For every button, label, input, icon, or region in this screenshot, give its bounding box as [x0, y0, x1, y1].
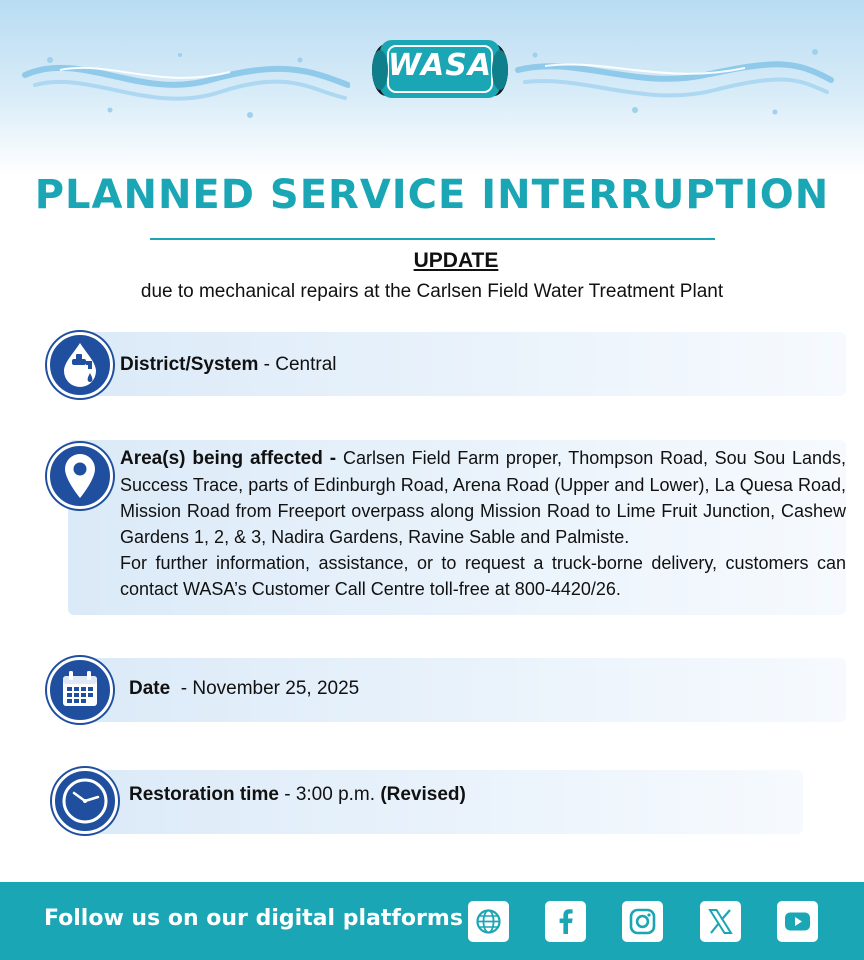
areas-value: Carlsen Field Farm proper, Thompson Road, Sou Sou Lands, Success Trace, parts of Edinburgh Road, Arena Road (Upper and Lower), La Quesa Road, Mission Road from Freeport overpass along Mission Road to Lime Fruit Junction, Cashew Gardens 1, 2, & 3, Nadira Gardens, Ravine Sable and Palmiste. [120, 448, 846, 547]
district-label: District/System [120, 354, 259, 375]
restoration-row [129, 782, 466, 808]
location-pin-icon [50, 446, 110, 506]
facebook-link[interactable] [545, 901, 586, 942]
clock-icon [55, 771, 115, 831]
water-tap-icon [50, 335, 110, 395]
page-title: PLANNED SERVICE INTERRUPTION [34, 172, 830, 218]
instagram-icon [622, 901, 663, 942]
water-splash-right-decoration [515, 30, 835, 130]
areas-note: For further information, assistance, or to request a truck-borne delivery, customers can contact WASA’s Customer Call Centre toll-free at 800-4420/26. [120, 553, 846, 599]
website-link[interactable] [468, 901, 509, 942]
restoration-label: Restoration time [129, 784, 279, 805]
title-divider [150, 238, 715, 240]
date-separator: - [170, 678, 193, 699]
subtitle: due to mechanical repairs at the Carlsen Field Water Treatment Plant [140, 281, 724, 302]
logo-text: WASA [388, 48, 493, 83]
restoration-value: 3:00 p.m. [295, 784, 376, 805]
date-icon-circle [47, 657, 113, 723]
date-row [129, 676, 359, 702]
water-splash-left-decoration [20, 30, 350, 130]
date-label: Date [129, 678, 171, 699]
footer-text: Follow us on our digital platforms [44, 906, 463, 931]
district-value: Central [275, 354, 337, 375]
district-icon-circle [47, 332, 113, 398]
globe-icon [468, 901, 509, 942]
district-row [120, 352, 336, 378]
restoration-icon-circle [52, 768, 118, 834]
restoration-separator: - [278, 784, 296, 805]
date-value: November 25, 2025 [192, 678, 360, 699]
calendar-icon [50, 660, 110, 720]
areas-icon-circle [47, 443, 113, 509]
x-icon [700, 901, 741, 942]
areas-separator: - [322, 448, 343, 469]
facebook-icon [545, 901, 586, 942]
instagram-link[interactable] [622, 901, 663, 942]
update-label: UPDATE [413, 249, 499, 272]
x-link[interactable] [700, 901, 741, 942]
areas-label: Area(s) being affected [120, 448, 323, 469]
youtube-link[interactable] [777, 901, 818, 942]
restoration-revised: (Revised) [380, 784, 466, 805]
youtube-icon [777, 901, 818, 942]
areas-row [120, 445, 846, 602]
district-separator: - [258, 354, 276, 375]
